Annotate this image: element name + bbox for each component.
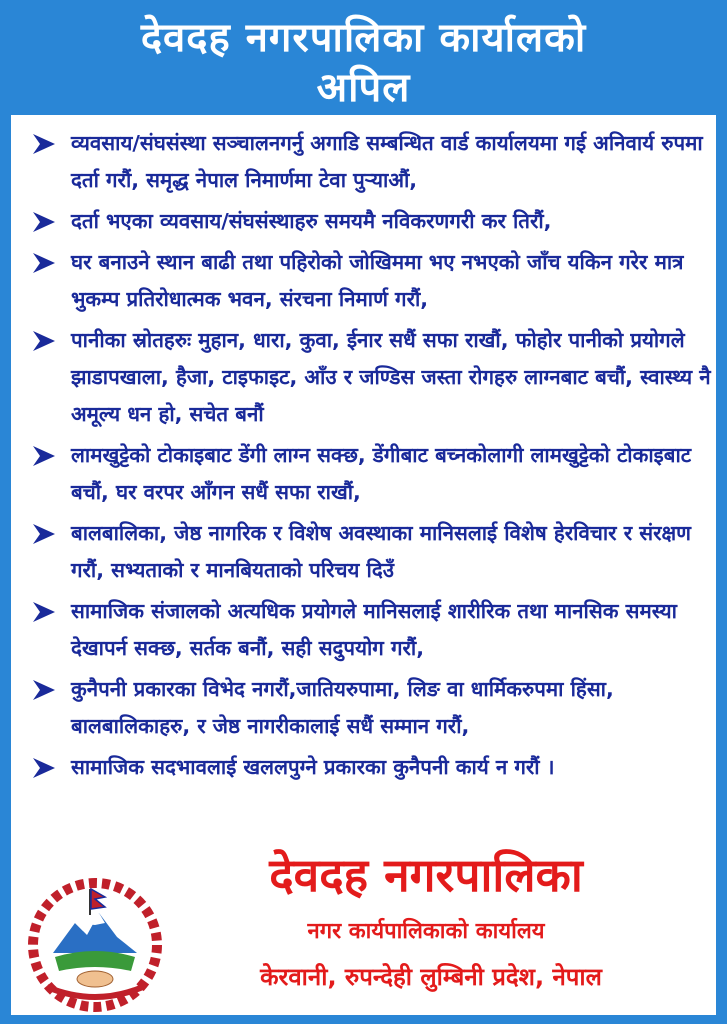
appeal-item	[21, 671, 711, 745]
header-title-line2: अपिल	[316, 65, 411, 111]
appeal-text: दर्ता भएका व्यवसाय/संघसंस्थाहरु समयमै नविकरणगरी कर तिरौं,	[71, 209, 552, 233]
arrowhead-bullet-icon	[31, 443, 57, 469]
arrowhead-bullet-icon	[31, 328, 57, 354]
arrowhead-bullet-icon	[31, 250, 57, 276]
header-banner	[0, 0, 727, 111]
appeal-item	[21, 437, 711, 511]
appeal-item	[21, 203, 711, 240]
appeal-text: कुनैपनी प्रकारका विभेद नगरौं,जातियरुपामा, लिङ वा धार्मिकरुपमा हिंसा, बालबालिकाहरु, र जेष्ठ नागरीकालाई सधैं सम्मान गरौं,	[71, 677, 614, 738]
footer-municipality-title: देवदह नगरपालिका	[269, 848, 583, 902]
appeal-item	[21, 515, 711, 589]
arrowhead-bullet-icon	[31, 521, 57, 547]
arrowhead-bullet-icon	[31, 599, 57, 625]
appeal-text: बालबालिका, जेष्ठ नागरिक र विशेष अवस्थाका मानिसलाई विशेष हेरविचार र संरक्षण गरौं, सभ्यताको र मानबियताको परिचय दिउँ	[71, 521, 691, 582]
appeal-item	[21, 244, 711, 318]
appeal-panel	[11, 115, 716, 1015]
appeal-text: सामाजिक सदभावलाई खललपुग्ने प्रकारका कुनैपनी कार्य न गरौं ।	[71, 755, 555, 779]
arrowhead-bullet-icon	[31, 131, 57, 157]
footer-office-name: नगर कार्यपालिकाको कार्यालय	[307, 919, 545, 944]
appeal-item	[21, 749, 711, 786]
appeal-list	[21, 125, 711, 790]
appeal-text: घर बनाउने स्थान बाढी तथा पहिरोको जोखिममा भए नभएको जाँच यकिन गरेर मात्र भुकम्प प्रतिरोधात्मक भवन, संरचना निमार्ण गरौं,	[71, 250, 684, 311]
arrowhead-bullet-icon	[31, 209, 57, 235]
appeal-text: पानीका स्रोतहरुः मुहान, धारा, कुवा, ईनार सधैं सफा राखौं, फोहोर पानीको प्रयोगले झाडापखाला, हैजा, टाइफाइट, आँउ र जण्डिस जस्ता रोगहरु लाग्नबाट बचौं, स्वास्थ्य नै अमूल्य धन हो, सचेत बनौं	[71, 328, 711, 426]
footer-address: केरवानी, रुपन्देही लुम्बिनी प्रदेश, नेपाल	[260, 963, 602, 991]
header-title-line1: देवदह नगरपालिका कार्यालको	[140, 15, 587, 61]
appeal-text: व्यवसाय/संघसंस्था सञ्चालनगर्नु अगाडि सम्बन्धित वार्ड कार्यालयमा गई अनिवार्य रुपमा दर्ता गरौं, समृद्ध नेपाल निमार्णमा टेवा पुऱ्याऔं,	[71, 131, 703, 192]
arrowhead-bullet-icon	[31, 755, 57, 781]
appeal-text: सामाजिक संजालको अत्यधिक प्रयोगले मानिसलाई शारीरिक तथा मानसिक समस्या देखापर्न सक्छ, सर्तक बनौं, सही सदुपयोग गरौं,	[71, 599, 677, 660]
appeal-text: लामखुट्टेको टोकाइबाट डेंगी लाग्न सक्छ, डेंगीबाट बच्नकोलागी लामखुट्टेको टोकाइबाट बचौं, घर वरपर आँगन सधैं सफा राखौं,	[71, 443, 692, 504]
appeal-item	[21, 322, 711, 433]
appeal-item	[21, 593, 711, 667]
arrowhead-bullet-icon	[31, 677, 57, 703]
appeal-item	[21, 125, 711, 199]
nepal-government-emblem-icon	[25, 875, 165, 1015]
